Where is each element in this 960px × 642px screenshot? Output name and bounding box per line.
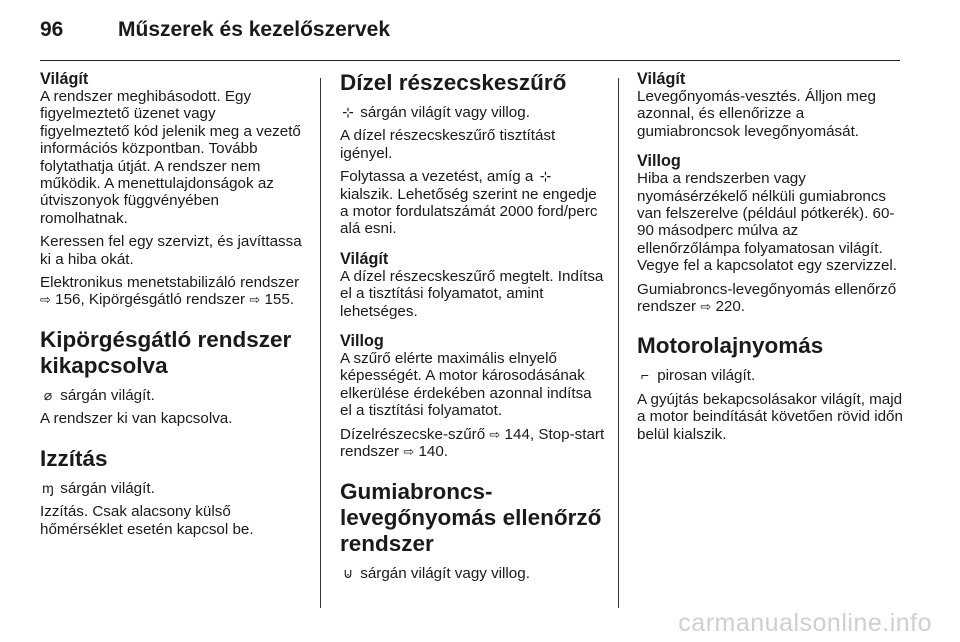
page-ref-arrow-icon: ⇨	[40, 292, 51, 308]
page-title: Műszerek és kezelőszervek	[118, 18, 391, 41]
page-ref-arrow-icon: ⇨	[403, 444, 415, 460]
paragraph: Levegőnyomás-vesztés. Álljon meg azonnal, és ellenőrizze a gumiabroncsok levegőnyomását.	[637, 88, 876, 140]
subheading-flashes: Villog	[340, 332, 384, 351]
page-number: 96	[40, 18, 64, 41]
section-title-dpf: Dízel részecskeszűrő	[340, 70, 567, 95]
paragraph: A szűrő elérte maximális elnyelő képességét. A motor károsodásának elkerülése érdekében azonnal indítsa el a tisztítási folyamatot.	[340, 350, 592, 420]
watermark: carmanualsonline.info	[678, 609, 932, 637]
section-title-oil-pressure: Motorolajnyomás	[637, 333, 824, 359]
column-divider	[320, 78, 321, 608]
section-title-glow: Izzítás	[40, 445, 108, 471]
section-title-traction-off: Kipörgésgátló rendszer kikapcsolva	[40, 326, 292, 378]
paragraph: Keressen fel egy szervizt, és javíttassa ki a hiba okát.	[40, 233, 302, 268]
paragraph: A dízel részecskeszűrő megtelt. Indítsa el a tisztítási folyamatot, amint lehetséges.	[340, 267, 604, 320]
page-ref-arrow-icon: ⇨	[249, 292, 261, 308]
section-title-tpms: Gumiabroncs-levegőnyomás ellenőrző rendszer	[340, 478, 602, 556]
subheading-lights: Világít	[340, 249, 389, 268]
header-rule	[40, 60, 900, 61]
column-2	[340, 70, 606, 588]
indicator-line: ⌀ sárgán világít.	[40, 387, 306, 404]
subheading-flashes: Villog	[637, 152, 681, 171]
indicator-line: ɱ sárgán világít.	[40, 480, 306, 497]
column-3	[637, 70, 903, 449]
dpf-icon: ⊹	[342, 104, 354, 120]
indicator-line: ⌐ pirosan világít.	[637, 367, 903, 384]
paragraph-references: Gumiabroncs-levegőnyomás ellenőrző rendszer ⇨ 220.	[637, 280, 897, 316]
subheading-lights: Világít	[40, 70, 89, 88]
traction-off-icon: ⌀	[43, 386, 53, 403]
tire-pressure-icon: ⊍	[342, 564, 354, 581]
indicator-line: ⊹ sárgán világít vagy villog.	[340, 104, 606, 121]
paragraph: A dízel részecskeszűrő tisztítást igényel.	[340, 127, 556, 162]
paragraph-references: Elektronikus menetstabilizáló rendszer ⇨ 156, Kipörgésgátló rendszer ⇨ 155.	[40, 274, 300, 309]
paragraph: Folytassa a vezetést, amíg a ⊹ kialszik. Lehetőség szerint ne engedje a motor fordulatszámát 2000 ford/perc alá esni.	[340, 168, 598, 238]
dpf-icon: ⊹	[539, 168, 552, 185]
paragraph-references: Dízelrészecske-szűrő ⇨ 144, Stop-start rendszer ⇨ 140.	[340, 425, 605, 461]
indicator-line: ⊍ sárgán világít vagy villog.	[340, 565, 606, 582]
glow-plug-icon: ɱ	[42, 479, 54, 496]
paragraph: Izzítás. Csak alacsony külső hőmérséklet esetén kapcsol be.	[40, 503, 254, 538]
page-ref-arrow-icon: ⇨	[700, 299, 712, 315]
column-1	[40, 70, 306, 544]
paragraph: A gyújtás bekapcsolásakor világít, majd a motor beindítását követően rövid időn belül kialszik.	[637, 390, 903, 443]
oil-pressure-icon: ⌐	[640, 367, 650, 384]
paragraph: Hiba a rendszerben vagy nyomásérzékelő nélküli gumiabroncs van felszerelve (például pótkerék). 60-90 másodperc múlva az ellenőrzőlámpa folyamatosan világít. Vegye fel a kapcsolatot egy szervizzel.	[637, 170, 898, 275]
page-ref-arrow-icon: ⇨	[489, 426, 501, 442]
page-header	[40, 18, 900, 42]
column-divider	[618, 78, 619, 608]
subheading-lights: Világít	[637, 70, 686, 88]
paragraph: A rendszer ki van kapcsolva.	[40, 410, 233, 428]
paragraph: A rendszer meghibásodott. Egy figyelmeztető üzenet vagy figyelmeztető kód jelenik meg a vezető információs központban. Tovább folytathatja útját. A rendszer nem működik. A menettulajdonságok az útviszonyok függvényében romolhatnak.	[40, 88, 301, 227]
